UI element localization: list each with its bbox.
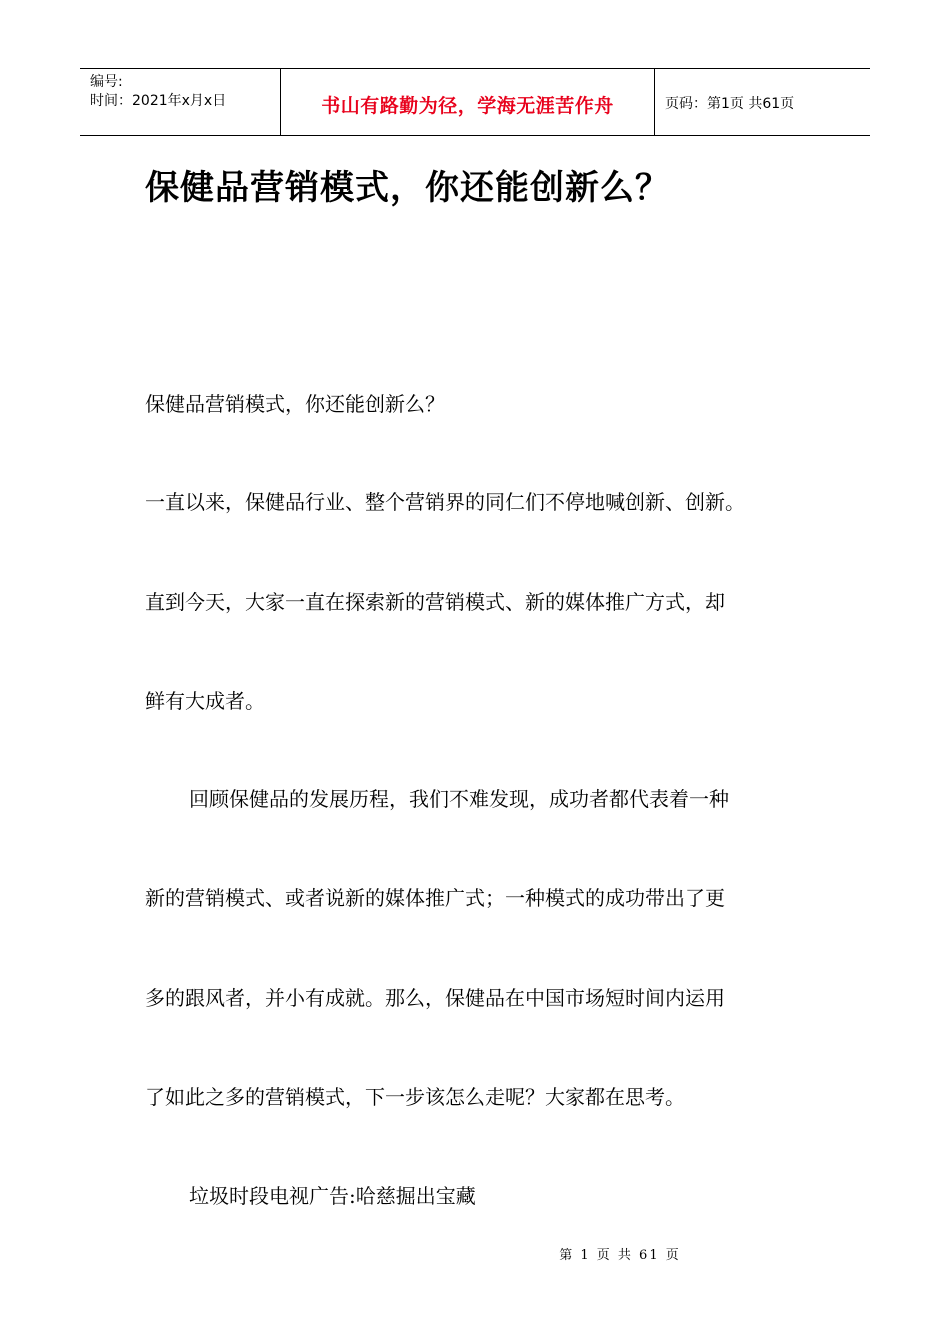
body-line-7: 多的跟风者，并小有成就。那么，保健品在中国市场短时间内运用 (145, 986, 725, 1010)
page-footer-text: 第 1 页 共 61 页 (559, 1248, 681, 1263)
body-line-1: 保健品营销模式，你还能创新么？ (145, 392, 445, 416)
body-line-6: 新的营销模式、或者说新的媒体推广式；一种模式的成功带出了更 (145, 886, 725, 910)
document-number-label: 编号: (90, 74, 123, 90)
body-line-5: 回顾保健品的发展历程，我们不难发现，成功者都代表着一种 (189, 787, 729, 811)
body-line-9: 垃圾时段电视广告:哈慈掘出宝藏 (189, 1184, 476, 1208)
page-footer (0, 1244, 950, 1263)
header-page-info: 页码：第1页 共61页 (665, 96, 795, 112)
document-header (80, 68, 870, 136)
header-motto: 书山有路勤为径，学海无涯苦作舟 (281, 69, 655, 135)
body-line-3: 直到今天，大家一直在探索新的营销模式、新的媒体推广方式，却 (145, 590, 725, 614)
body-line-8: 了如此之多的营销模式，下一步该怎么走呢？大家都在思考。 (145, 1085, 685, 1109)
body-line-4: 鲜有大成者。 (145, 689, 265, 713)
body-line-2: 一直以来，保健品行业、整个营销界的同仁们不停地喊创新、创新。 (145, 490, 745, 514)
header-meta-cell (80, 69, 281, 135)
document-date-label: 时间：2021年x月x日 (90, 93, 227, 109)
document-title: 保健品营销模式，你还能创新么？ (145, 168, 670, 208)
